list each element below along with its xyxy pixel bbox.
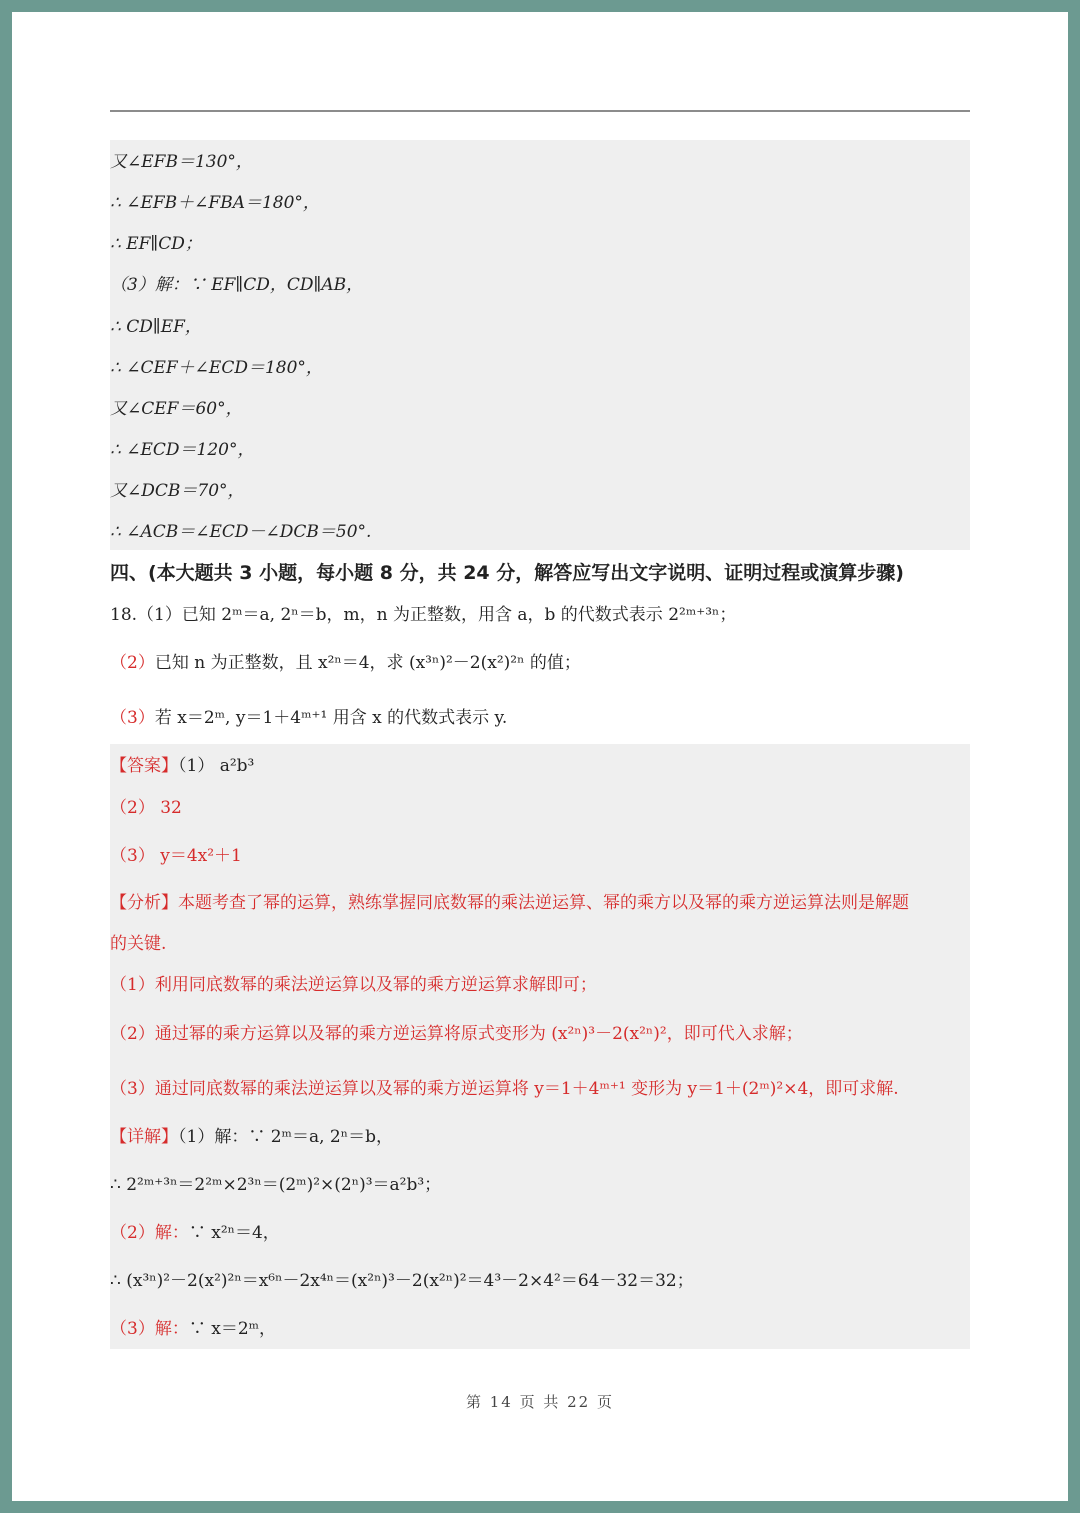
section-heading: 四、(本大题共 3 小题，每小题 8 分，共 24 分，解答应写出文字说明、证明过程或演算步骤) — [110, 562, 904, 584]
answer-line-2: （2） 32 — [110, 798, 182, 818]
analysis-line-2: 的关键. — [110, 934, 167, 954]
question-part-2: （2）已知 n 为正整数，且 x²ⁿ＝4，求 (x³ⁿ)²－2(x²)²ⁿ 的值； — [110, 653, 581, 673]
analysis-point-3: （3）通过同底数幂的乘法逆运算以及幂的乘方逆运算将 y＝1＋4ᵐ⁺¹ 变形为 y＝1＋(2ᵐ)²×4，即可求解. — [110, 1079, 899, 1099]
detail-1: （1）解：∵ 2ᵐ＝a, 2ⁿ＝b， — [178, 1127, 393, 1147]
solution-line-5: ∴ CD∥EF， — [110, 317, 202, 337]
answer-1: （1） a²b³ — [178, 756, 255, 776]
detail-line-3: （2）解：∵ x²ⁿ＝4， — [110, 1223, 280, 1243]
answer-label: 【答案】 — [110, 756, 178, 776]
detail-line-5: （3）解：∵ x＝2ᵐ， — [110, 1319, 277, 1339]
solution-line-4: （3）解：∵ EF∥CD，CD∥AB， — [110, 275, 364, 295]
solution-block-2 — [110, 744, 970, 1349]
document-page — [12, 12, 1068, 1501]
header-rule — [110, 110, 970, 112]
question-part-3: （3）若 x＝2ᵐ, y＝1＋4ᵐ⁺¹ 用含 x 的代数式表示 y. — [110, 708, 508, 728]
solution-line-1: 又∠EFB＝130°， — [110, 152, 253, 172]
analysis-label: 【分析】 — [110, 893, 178, 913]
detail-label: 【详解】 — [110, 1127, 178, 1147]
page-footer: 第 14 页 共 22 页 — [465, 1393, 614, 1411]
analysis-point-1: （1）利用同底数幂的乘法逆运算以及幂的乘方逆运算求解即可； — [110, 975, 597, 995]
analysis-point-2: （2）通过幂的乘方运算以及幂的乘方逆运算将原式变形为 (x²ⁿ)³－2(x²ⁿ)²，即可代入求解； — [110, 1024, 803, 1044]
detail-line-1 — [110, 1125, 393, 1149]
solution-line-7: 又∠CEF＝60°， — [110, 399, 243, 419]
solution-line-8: ∴ ∠ECD＝120°， — [110, 440, 255, 460]
detail-line-4: ∴ (x³ⁿ)²－2(x²)²ⁿ＝x⁶ⁿ－2x⁴ⁿ＝(x²ⁿ)³－2(x²ⁿ)²＝4³－2×4²＝64－32＝32； — [110, 1271, 694, 1291]
solution-line-6: ∴ ∠CEF＋∠ECD＝180°， — [110, 358, 323, 378]
detail-line-2: ∴ 2²ᵐ⁺³ⁿ＝2²ᵐ×2³ⁿ＝(2ᵐ)²×(2ⁿ)³＝a²b³； — [110, 1175, 442, 1195]
solution-line-10: ∴ ∠ACB＝∠ECD－∠DCB＝50°. — [110, 522, 372, 542]
question-part-1: 18.（1）已知 2ᵐ＝a, 2ⁿ＝b，m，n 为正整数，用含 a，b 的代数式表示 2²ᵐ⁺³ⁿ； — [110, 605, 737, 625]
solution-line-3: ∴ EF∥CD； — [110, 234, 202, 254]
analysis-line-1 — [110, 891, 909, 915]
solution-line-2: ∴ ∠EFB＋∠FBA＝180°， — [110, 193, 320, 213]
analysis-text-1: 本题考查了幂的运算，熟练掌握同底数幂的乘法逆运算、幂的乘方以及幂的乘方逆运算法则是解题 — [178, 893, 909, 913]
answer-line-3: （3） y＝4x²＋1 — [110, 846, 242, 866]
answer-line-1 — [110, 754, 254, 778]
solution-line-9: 又∠DCB＝70°， — [110, 481, 245, 501]
